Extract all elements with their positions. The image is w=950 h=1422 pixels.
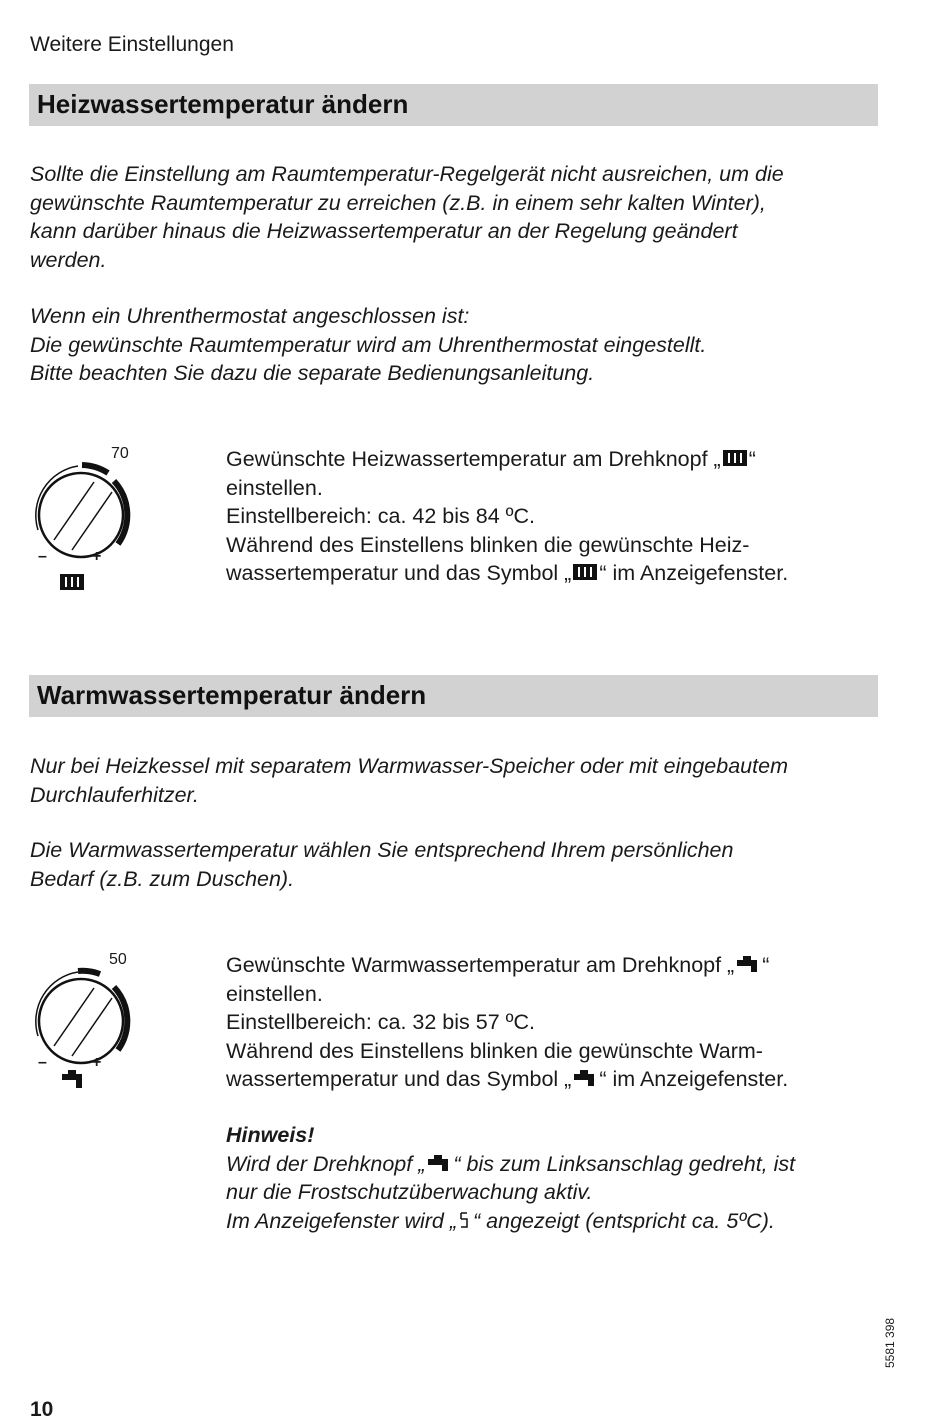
instruction-line: einstellen. [226, 981, 323, 1006]
note-block [226, 1121, 795, 1235]
radiator-icon [60, 574, 84, 590]
radiator-icon [572, 562, 598, 582]
text-span: “ bis zum Linksanschlag gedreht, ist [453, 1151, 796, 1176]
frost-protection-icon [458, 1210, 472, 1230]
note-line [226, 1207, 795, 1236]
text-line: Die Warmwassertemperatur wählen Sie entsprechend Ihrem persönlichen [30, 838, 734, 862]
page-number: 10 [30, 1398, 54, 1421]
text-line: gewünschte Raumtemperatur zu erreichen (z.B. in einem sehr kalten Winter), [30, 190, 766, 215]
instruction-line: Einstellbereich: ca. 32 bis 57 ºC. [226, 1010, 536, 1034]
faucet-icon [426, 1153, 452, 1173]
text-line: Wenn ein Uhrenthermostat angeschlossen ist: [30, 304, 470, 328]
text-span: “ im Anzeigefenster. [599, 1067, 789, 1091]
text-line: Sollte die Einstellung am Raumtemperatur-Regelgerät nicht ausreichen, um die [30, 162, 784, 186]
plus-label: + [92, 1054, 102, 1071]
faucet-icon [735, 954, 761, 974]
instruction-line [226, 445, 788, 474]
section-heading-warmwasser [29, 675, 878, 717]
text-line: Nur bei Heizkessel mit separatem Warmwasser-Speicher oder mit eingebautem [30, 754, 788, 778]
section-heading-heizwasser [29, 84, 878, 126]
text-span: wassertemperatur und das Symbol „ [226, 1067, 572, 1091]
section-title: Warmwassertemperatur ändern [37, 680, 427, 710]
radiator-icon [722, 448, 748, 468]
text-span: wassertemperatur und das Symbol „ [226, 561, 572, 585]
text-span: “ [762, 953, 770, 977]
text-span: Gewünschte Warmwassertemperatur am Drehknopf „ [226, 953, 735, 977]
section-title: Heizwassertemperatur ändern [37, 89, 409, 119]
intro-paragraph-4 [30, 836, 733, 893]
text-span: “ im Anzeigefenster. [599, 561, 789, 585]
text-span: Wird der Drehknopf „ [226, 1151, 426, 1176]
instruction-line: Während des Einstellens blinken die gewünschte Warm- [226, 1038, 763, 1063]
intro-paragraph-3 [30, 752, 788, 809]
hot-water-knob-icon [22, 946, 152, 1106]
faucet-icon [572, 1068, 598, 1088]
note-heading: Hinweis! [226, 1123, 315, 1147]
instruction-line [226, 1065, 788, 1094]
heating-knob-icon [22, 440, 152, 600]
text-line: kann darüber hinaus die Heizwassertemperatur an der Regelung geändert [30, 219, 738, 243]
running-title: Weitere Einstellungen [30, 33, 234, 56]
instruction-line: Während des Einstellens blinken die gewünschte Heiz- [226, 532, 750, 557]
text-span: “ [748, 447, 756, 471]
heating-instructions [226, 445, 788, 588]
heating-knob-diagram [22, 440, 152, 600]
instruction-line [226, 951, 788, 980]
note-line [226, 1150, 795, 1179]
text-line: Bedarf (z.B. zum Duschen). [30, 866, 295, 891]
text-line: werden. [30, 247, 107, 272]
text-span: Im Anzeigefenster wird „ [226, 1208, 458, 1233]
knob-value-label: 50 [109, 951, 127, 968]
minus-label: – [38, 548, 47, 565]
document-number: 5581 398 [883, 1317, 897, 1368]
instruction-line [226, 559, 788, 588]
intro-paragraph-1 [30, 160, 784, 274]
intro-paragraph-2 [30, 302, 706, 388]
text-span: “ angezeigt (entspricht ca. 5ºC). [473, 1208, 775, 1233]
text-line: Durchlauferhitzer. [30, 782, 199, 807]
minus-label: – [38, 1054, 47, 1071]
hot-water-instructions [226, 951, 788, 1094]
note-line: nur die Frostschutzüberwachung aktiv. [226, 1180, 593, 1204]
faucet-icon [62, 1070, 82, 1088]
text-line: Bitte beachten Sie dazu die separate Bedienungsanleitung. [30, 361, 595, 385]
text-line: Die gewünschte Raumtemperatur wird am Uhrenthermostat eingestellt. [30, 332, 707, 357]
knob-value-label: 70 [111, 445, 129, 462]
plus-label: + [92, 548, 102, 565]
instruction-line: einstellen. [226, 475, 323, 500]
instruction-line: Einstellbereich: ca. 42 bis 84 ºC. [226, 504, 536, 528]
text-span: Gewünschte Heizwassertemperatur am Drehknopf „ [226, 447, 721, 471]
hot-water-knob-diagram [22, 946, 152, 1106]
